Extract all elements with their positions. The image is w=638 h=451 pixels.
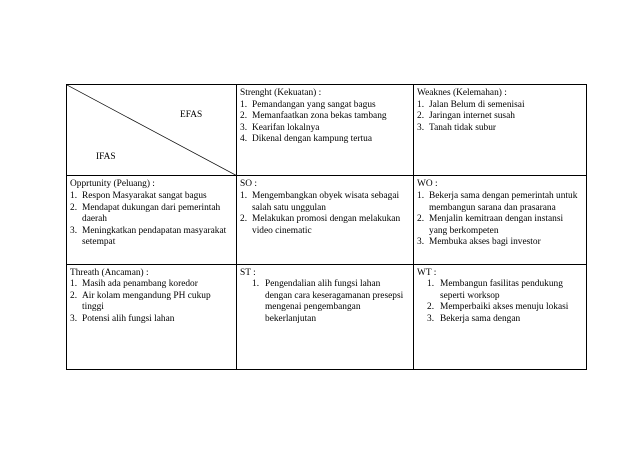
list-item: 1. Mengembangkan obyek wisata sebagai salah satu unggulan — [240, 190, 400, 213]
st-strategy-cell — [237, 264, 414, 369]
strengths-cell — [237, 85, 414, 176]
so-title: SO : — [240, 179, 257, 190]
list-item: 1. Pengendalian alih fungsi lahan dengan cara keseragamanan presepsi mengenai pengembangan bekerlanjutan — [252, 279, 404, 324]
wo-strategy-cell — [414, 176, 587, 264]
weaknesses-cell — [414, 85, 587, 176]
list-item: 2. Air kolam mengandung PH cukup tinggi — [70, 290, 211, 313]
wt-list — [417, 279, 582, 325]
wt-title: WT : — [417, 267, 437, 278]
list-item: 2. Memperbaiki akses menuju lokasi — [427, 302, 569, 313]
list-item: 2. Memanfaatkan zona bekas tambang — [240, 111, 387, 122]
list-item: 3. Potensi alih fungsi lahan — [70, 313, 175, 324]
threats-list — [70, 279, 232, 325]
list-item: 3. Membuka akses bagi investor — [417, 237, 541, 248]
strengths-title: Strenght (Kekuatan) : — [240, 88, 322, 98]
ifas-label: IFAS — [96, 152, 116, 162]
list-item: 2. Menjalin kemitraan dengan instansi yang berkompeten — [417, 214, 564, 236]
list-item: 3. Kearifan lokalnya — [240, 122, 320, 133]
list-item: 1. Pemandangan yang sangat bagus — [240, 99, 376, 110]
list-item: 1. Jalan Belum di semenisai — [417, 99, 525, 110]
threats-cell — [67, 264, 237, 369]
list-item: 1. Masih ada penambang koredor — [70, 279, 198, 290]
wt-strategy-cell — [414, 264, 587, 369]
efas-ifas-header-cell — [67, 85, 237, 176]
list-item: 2. Mendapat dukungan dari pemerintah daerah — [70, 202, 221, 225]
list-item: 1. Membangun fasilitas pendukung seperti worksop — [427, 279, 563, 301]
table-row — [67, 176, 587, 264]
so-strategy-cell — [237, 176, 414, 264]
list-item: 2. Jaringan internet susah — [417, 111, 515, 122]
list-item: 3. Meningkatkan pendapatan masyarakat setempat — [70, 225, 227, 248]
opportunities-title: Opprtunity (Peluang) : — [70, 179, 155, 190]
threats-title: Threath (Ancaman) : — [70, 267, 149, 278]
weaknesses-title: Weaknes (Kelemahan) : — [417, 88, 507, 98]
list-item: 3. Bekerja sama dengan — [427, 313, 521, 324]
list-item: 1. Bekerja sama dengan pemerintah untuk membangun sarana dan prasarana — [417, 190, 578, 213]
opportunities-cell — [67, 176, 237, 264]
opportunities-list — [70, 191, 232, 249]
list-item: 2. Melakukan promosi dengan melakukan video cinematic — [240, 214, 401, 236]
swot-matrix-table — [66, 84, 587, 370]
list-item: 1. Respon Masyarakat sangat bagus — [70, 190, 207, 201]
wo-list — [417, 191, 582, 249]
so-list — [240, 191, 409, 237]
list-item: 4. Dikenal dengan kampung tertua — [240, 134, 373, 145]
wo-title: WO : — [417, 179, 438, 190]
st-title: ST : — [240, 267, 256, 278]
weaknesses-list — [417, 100, 582, 135]
list-item: 3. Tanah tidak subur — [417, 122, 497, 133]
strengths-list — [240, 100, 409, 146]
efas-label: EFAS — [180, 110, 203, 120]
table-row — [67, 264, 587, 369]
st-list — [240, 279, 409, 325]
diagonal-divider-line — [67, 85, 236, 175]
table-row — [67, 85, 587, 176]
